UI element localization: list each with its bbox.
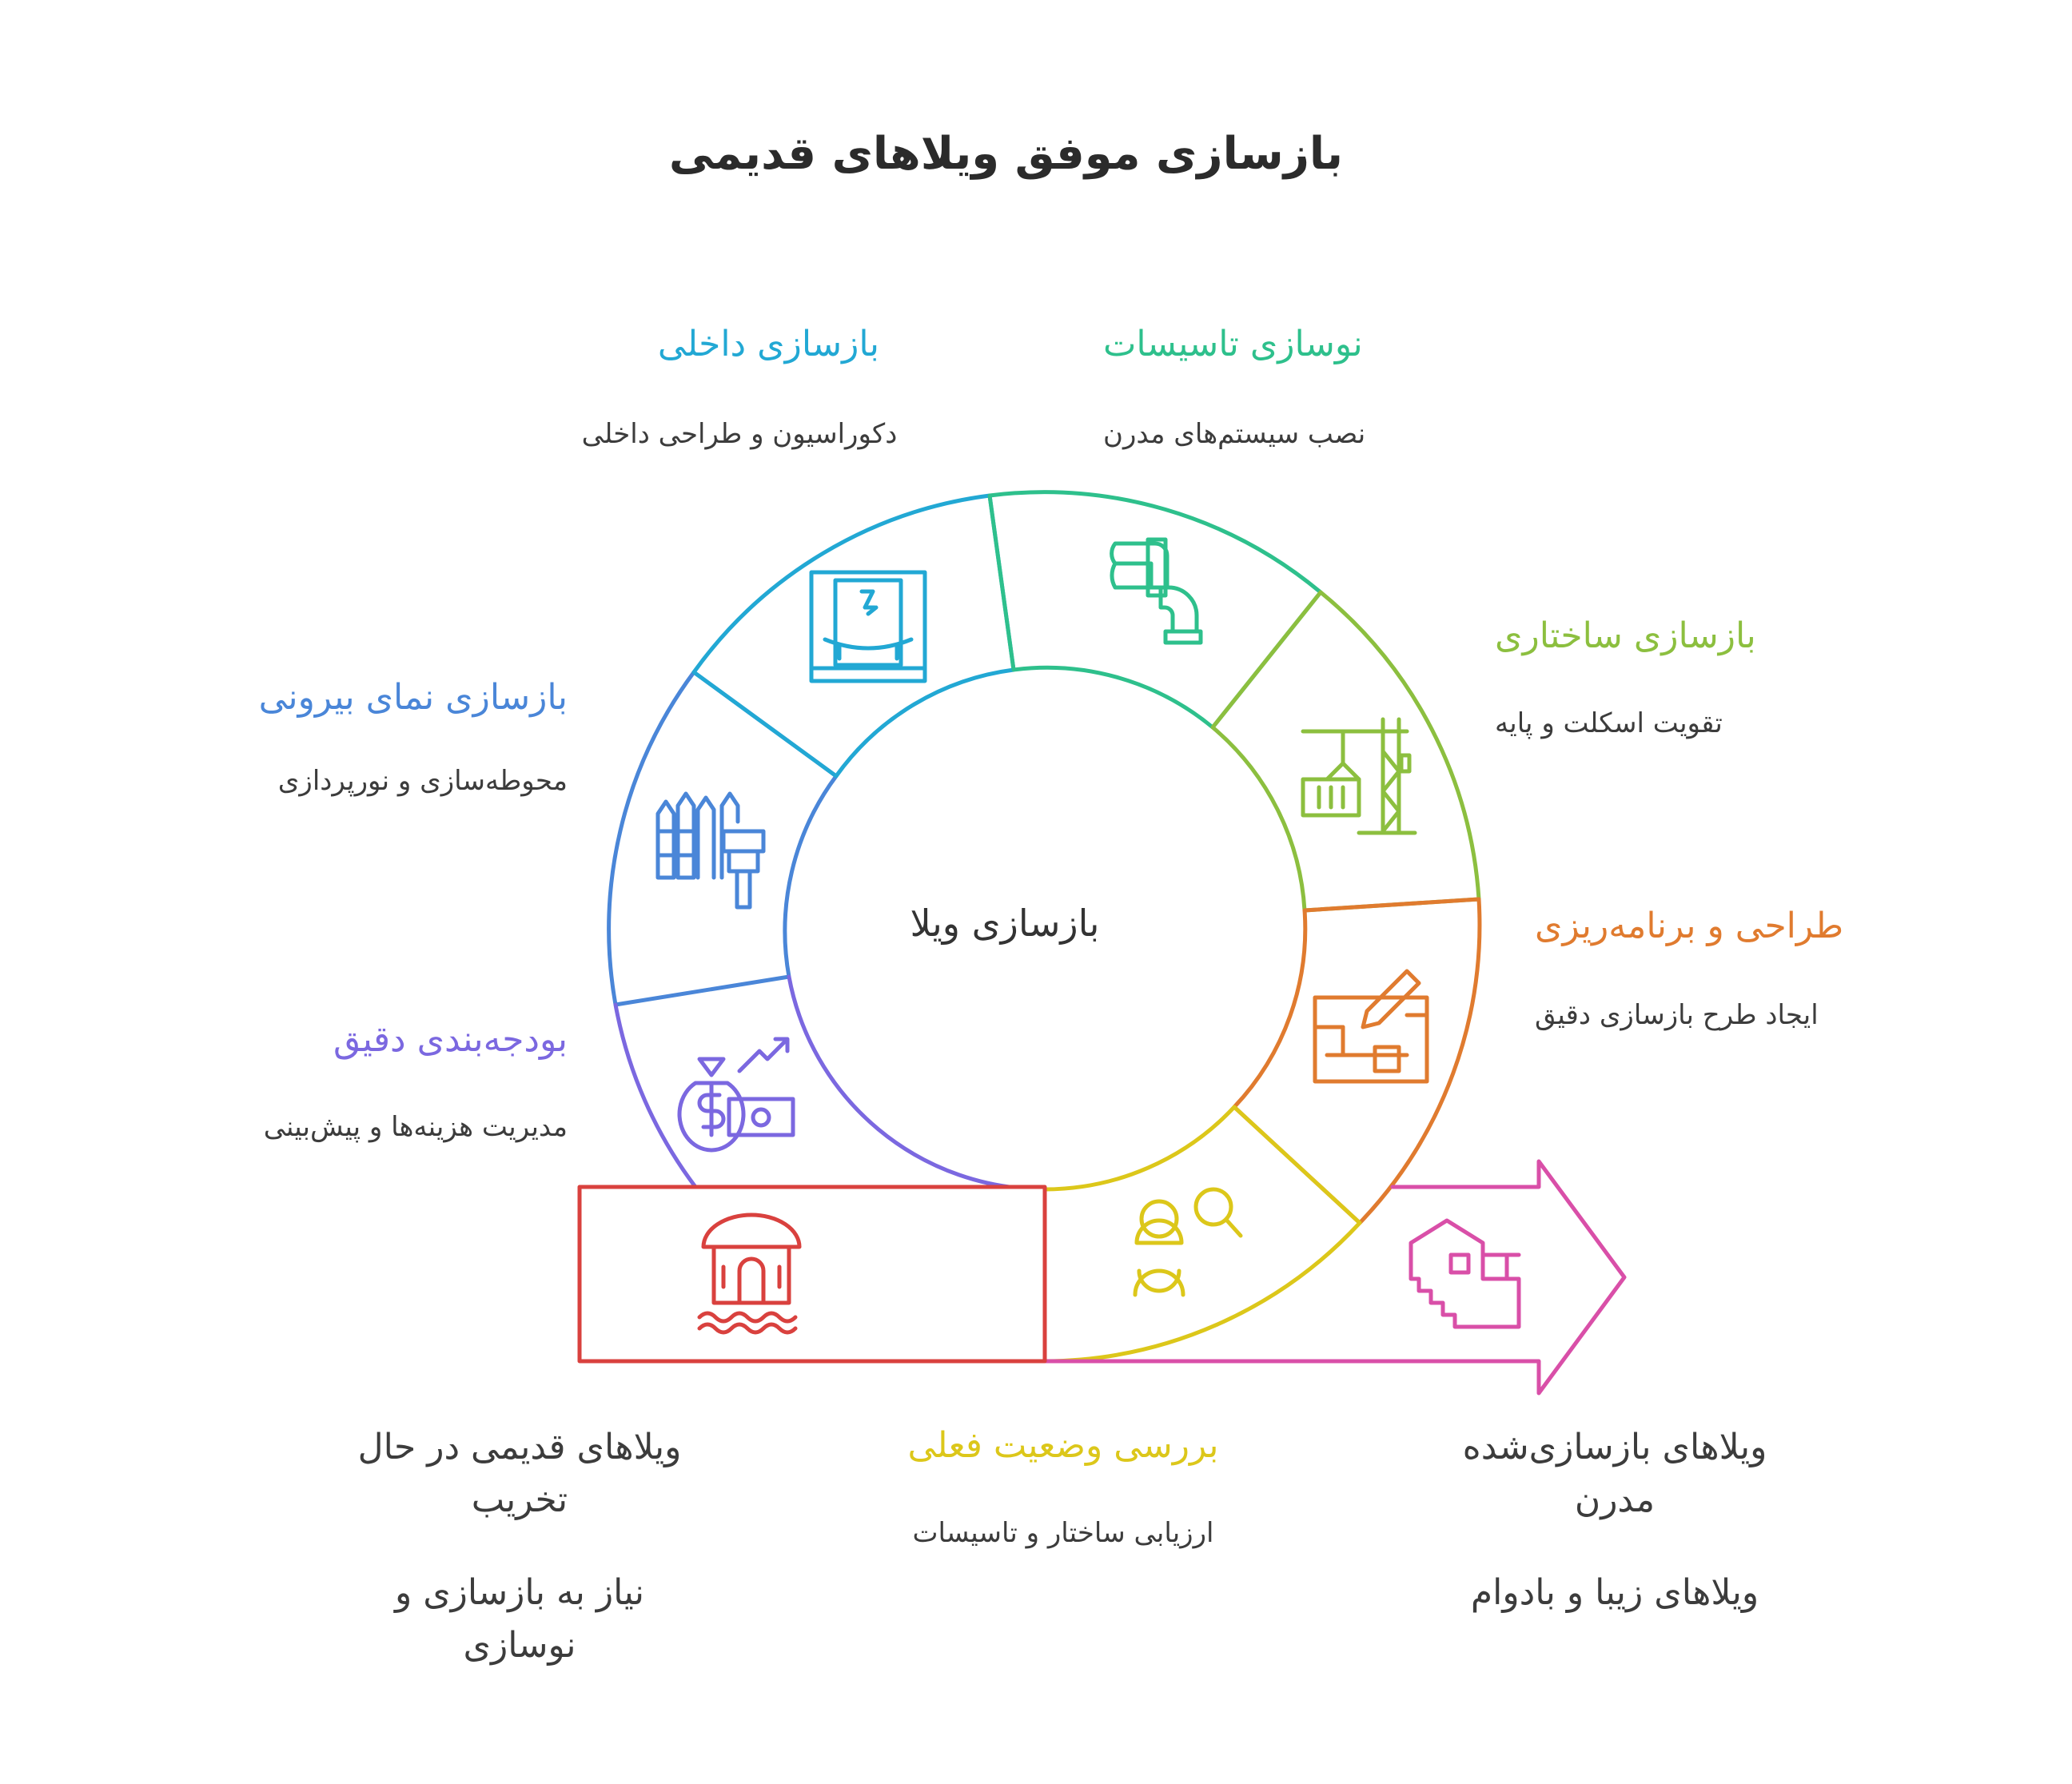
interior-title: بازسازی داخلی — [657, 324, 879, 364]
modern-house-icon — [1411, 1221, 1519, 1327]
page-title: بازسازی موفق ویلاهای قدیمی — [668, 128, 1343, 180]
center-label: بازسازی ویلا — [910, 902, 1100, 945]
installations-title: نوسازی تاسیسات — [1103, 324, 1363, 364]
segment-installations — [990, 492, 1321, 727]
budget-title: بودجه‌بندی دقیق — [333, 1019, 568, 1060]
modern-villa-arrow — [1045, 1161, 1624, 1393]
start-desc: نیاز به بازسازی و نوسازی — [394, 1572, 645, 1666]
budget-desc: مدیریت هزینه‌ها و پیش‌بینی — [263, 1111, 568, 1143]
segment-inspection — [1045, 1107, 1360, 1361]
design-title: طراحی و برنامه‌ریزی — [1535, 906, 1844, 946]
installations-desc: نصب سیستم‌های مدرن — [1103, 418, 1366, 450]
crane-icon — [1303, 719, 1415, 833]
pipe-icon — [1112, 540, 1201, 643]
blueprint-icon — [1315, 971, 1427, 1081]
structure-desc: تقویت اسکلت و پایه — [1495, 707, 1723, 739]
segment-design — [1234, 899, 1480, 1223]
interior-window-icon — [811, 572, 925, 681]
segment-structure — [1213, 592, 1479, 910]
design-desc: ایجاد طرح بازسازی دقیق — [1535, 999, 1819, 1031]
inspection-desc: ارزیابی ساختار و تاسیسات — [912, 1517, 1214, 1549]
inspection-title: بررسی وضعیت فعلی — [907, 1425, 1219, 1466]
money-bag-icon — [679, 1039, 793, 1150]
segment-budget — [616, 977, 1045, 1189]
exterior-desc: محوطه‌سازی و نورپردازی — [277, 765, 568, 797]
start-title: ویلاهای قدیمی در حال تخریب — [357, 1427, 682, 1520]
inspector-icon — [1135, 1189, 1241, 1295]
fence-brush-icon — [658, 794, 763, 907]
segment-interior — [694, 496, 1014, 776]
structure-title: بازسازی ساختاری — [1495, 615, 1756, 656]
end-title: ویلاهای بازسازی‌شده مدرن — [1462, 1427, 1767, 1520]
exterior-title: بازسازی نمای بیرونی — [258, 677, 568, 718]
end-desc: ویلاهای زیبا و بادوام — [1470, 1572, 1759, 1613]
old-villa-box — [580, 1187, 1045, 1361]
interior-desc: دکوراسیون و طراحی داخلی — [581, 418, 898, 450]
